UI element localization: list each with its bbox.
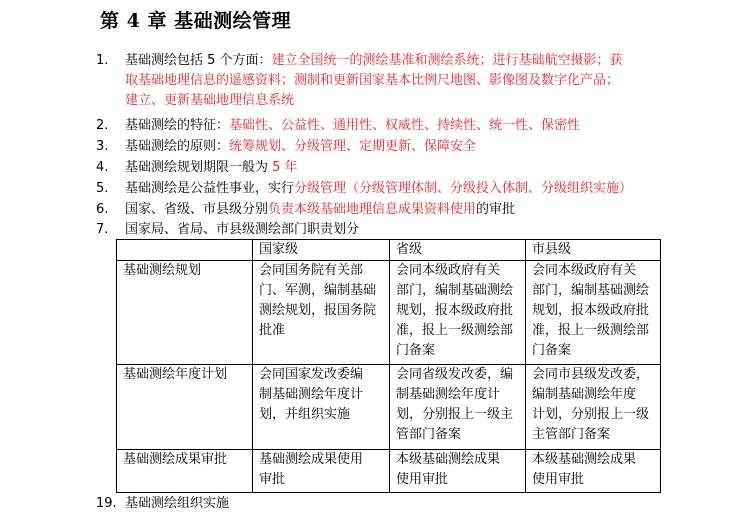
- row-label: 基础测绘成果审批: [117, 450, 253, 493]
- list-item: [96, 494, 676, 514]
- list-text: [125, 51, 665, 111]
- item-prefix: 基础测绘的原则：: [125, 139, 230, 154]
- table-header-row: [117, 240, 661, 261]
- table-row: [117, 365, 661, 450]
- list-number: 3.: [96, 139, 109, 154]
- list-item: [96, 158, 676, 178]
- list-item: [96, 179, 676, 199]
- item-highlight: 建立、更新基础地理信息系统: [125, 93, 295, 108]
- table-header-cell: 市县级: [526, 240, 661, 261]
- list-number: 5.: [96, 181, 109, 196]
- list-number: 1.: [96, 53, 109, 68]
- list-text: 基础测绘组织实施: [125, 496, 230, 511]
- cell-line: 会同省级发改委，编: [396, 367, 514, 382]
- item-highlight: 取基础地理信息的遥感资料；测制和更新国家基本比例尺地图、影像图及数字化产品；: [125, 73, 620, 88]
- cell-line: 规划，报本级政府批: [396, 303, 514, 318]
- table-header-cell: 国家级: [253, 240, 390, 261]
- list-text: [125, 137, 665, 157]
- item-highlight: 负责本级基础地理信息成果资料使用: [268, 202, 477, 217]
- item-prefix: 基础测绘包括 5 个方面：: [125, 53, 272, 68]
- list-text: [125, 179, 665, 199]
- chapter-title: 第 4 章 基础测绘管理: [100, 10, 292, 32]
- cell-line: 基础测绘成果使用: [259, 452, 364, 467]
- cell-line: 会同市县级发改委，: [532, 367, 650, 382]
- cell-line: 门备案: [532, 343, 572, 358]
- table-row: [117, 450, 661, 493]
- list-text: [125, 158, 665, 178]
- table-row: [117, 261, 661, 365]
- cell-line: 审批: [259, 472, 286, 487]
- list-text: [125, 220, 665, 240]
- cell-line: 部门，编制基础测绘: [396, 283, 514, 298]
- list-number: 19.: [96, 496, 117, 511]
- cell-line: 批准: [259, 323, 286, 338]
- list-item: [96, 137, 676, 157]
- list-number: 7.: [96, 222, 109, 237]
- cell-line: 主管部门备案: [532, 427, 611, 442]
- cell-line: 会同本级政府有关: [396, 263, 501, 278]
- item-prefix: 国家、省级、市县级分别: [125, 202, 269, 217]
- table-cell: [390, 450, 526, 493]
- item-highlight: 分级管理（分级管理体制、分级投入体制、分级组织实施）: [294, 181, 633, 196]
- cell-line: 本级基础测绘成果: [396, 452, 501, 467]
- cell-line: 划，分别报上一级主: [396, 407, 514, 422]
- item-highlight: 5 年: [272, 160, 298, 175]
- cell-line: 使用审批: [396, 472, 449, 487]
- table-cell: [253, 450, 390, 493]
- cell-line: 计划，分别报上一级: [532, 407, 650, 422]
- cell-line: 编制基础测绘年度: [532, 387, 637, 402]
- cell-line: 规划，报本级政府批: [532, 303, 650, 318]
- cell-line: 制基础测绘年度计: [259, 387, 364, 402]
- cell-line: 会同国务院有关部: [259, 263, 364, 278]
- row-label: 基础测绘规划: [117, 261, 253, 365]
- table-cell: [526, 450, 661, 493]
- table-cell: [526, 261, 661, 365]
- cell-line: 测绘规划，报国务院: [259, 303, 377, 318]
- responsibility-table: [116, 239, 661, 493]
- cell-line: 门、军测，编制基础: [259, 283, 377, 298]
- table-header-cell: [117, 240, 253, 261]
- list-item: [96, 116, 676, 136]
- cell-line: 会同本级政府有关: [532, 263, 637, 278]
- cell-line: 准，报上一级测绘部: [532, 323, 650, 338]
- cell-line: 部门，编制基础测绘: [532, 283, 650, 298]
- cell-line: 使用审批: [532, 472, 585, 487]
- item-highlight: 统筹规划、分级管理、定期更新、保障安全: [229, 139, 477, 154]
- list-item: [96, 51, 676, 113]
- list-number: 6.: [96, 202, 109, 217]
- list-number: 2.: [96, 118, 109, 133]
- item-prefix: 基础测绘是公益性事业，实行: [125, 181, 295, 196]
- cell-line: 管部门备案: [396, 427, 462, 442]
- item-suffix: 的审批: [476, 202, 516, 217]
- table-cell: [253, 365, 390, 450]
- list-number: 4.: [96, 160, 109, 175]
- table-cell: [526, 365, 661, 450]
- list-text: [125, 116, 665, 136]
- table-cell: [253, 261, 390, 365]
- row-label: 基础测绘年度计划: [117, 365, 253, 450]
- item-prefix: 国家局、省局、市县级测绘部门职责划分: [125, 222, 360, 237]
- table-cell: [390, 261, 526, 365]
- item-highlight: 基础性、公益性、通用性、权威性、持续性、统一性、保密性: [229, 118, 581, 133]
- item-prefix: 基础测绘规划期限一般为: [125, 160, 273, 175]
- list-item: [96, 220, 676, 240]
- item-highlight: 建立全国统一的测绘基准和测绘系统；进行基础航空摄影；获: [271, 53, 623, 68]
- cell-line: 门备案: [396, 343, 436, 358]
- cell-line: 本级基础测绘成果: [532, 452, 637, 467]
- table-cell: [390, 365, 526, 450]
- list-text: [125, 200, 665, 220]
- cell-line: 准，报上一级测绘部: [396, 323, 514, 338]
- cell-line: 制基础测绘年度计: [396, 387, 501, 402]
- cell-line: 会同国家发改委编: [259, 367, 364, 382]
- cell-line: 划，并组织实施: [259, 407, 351, 422]
- list-item: [96, 200, 676, 220]
- table-header-cell: 省级: [390, 240, 526, 261]
- item-prefix: 基础测绘的特征：: [125, 118, 230, 133]
